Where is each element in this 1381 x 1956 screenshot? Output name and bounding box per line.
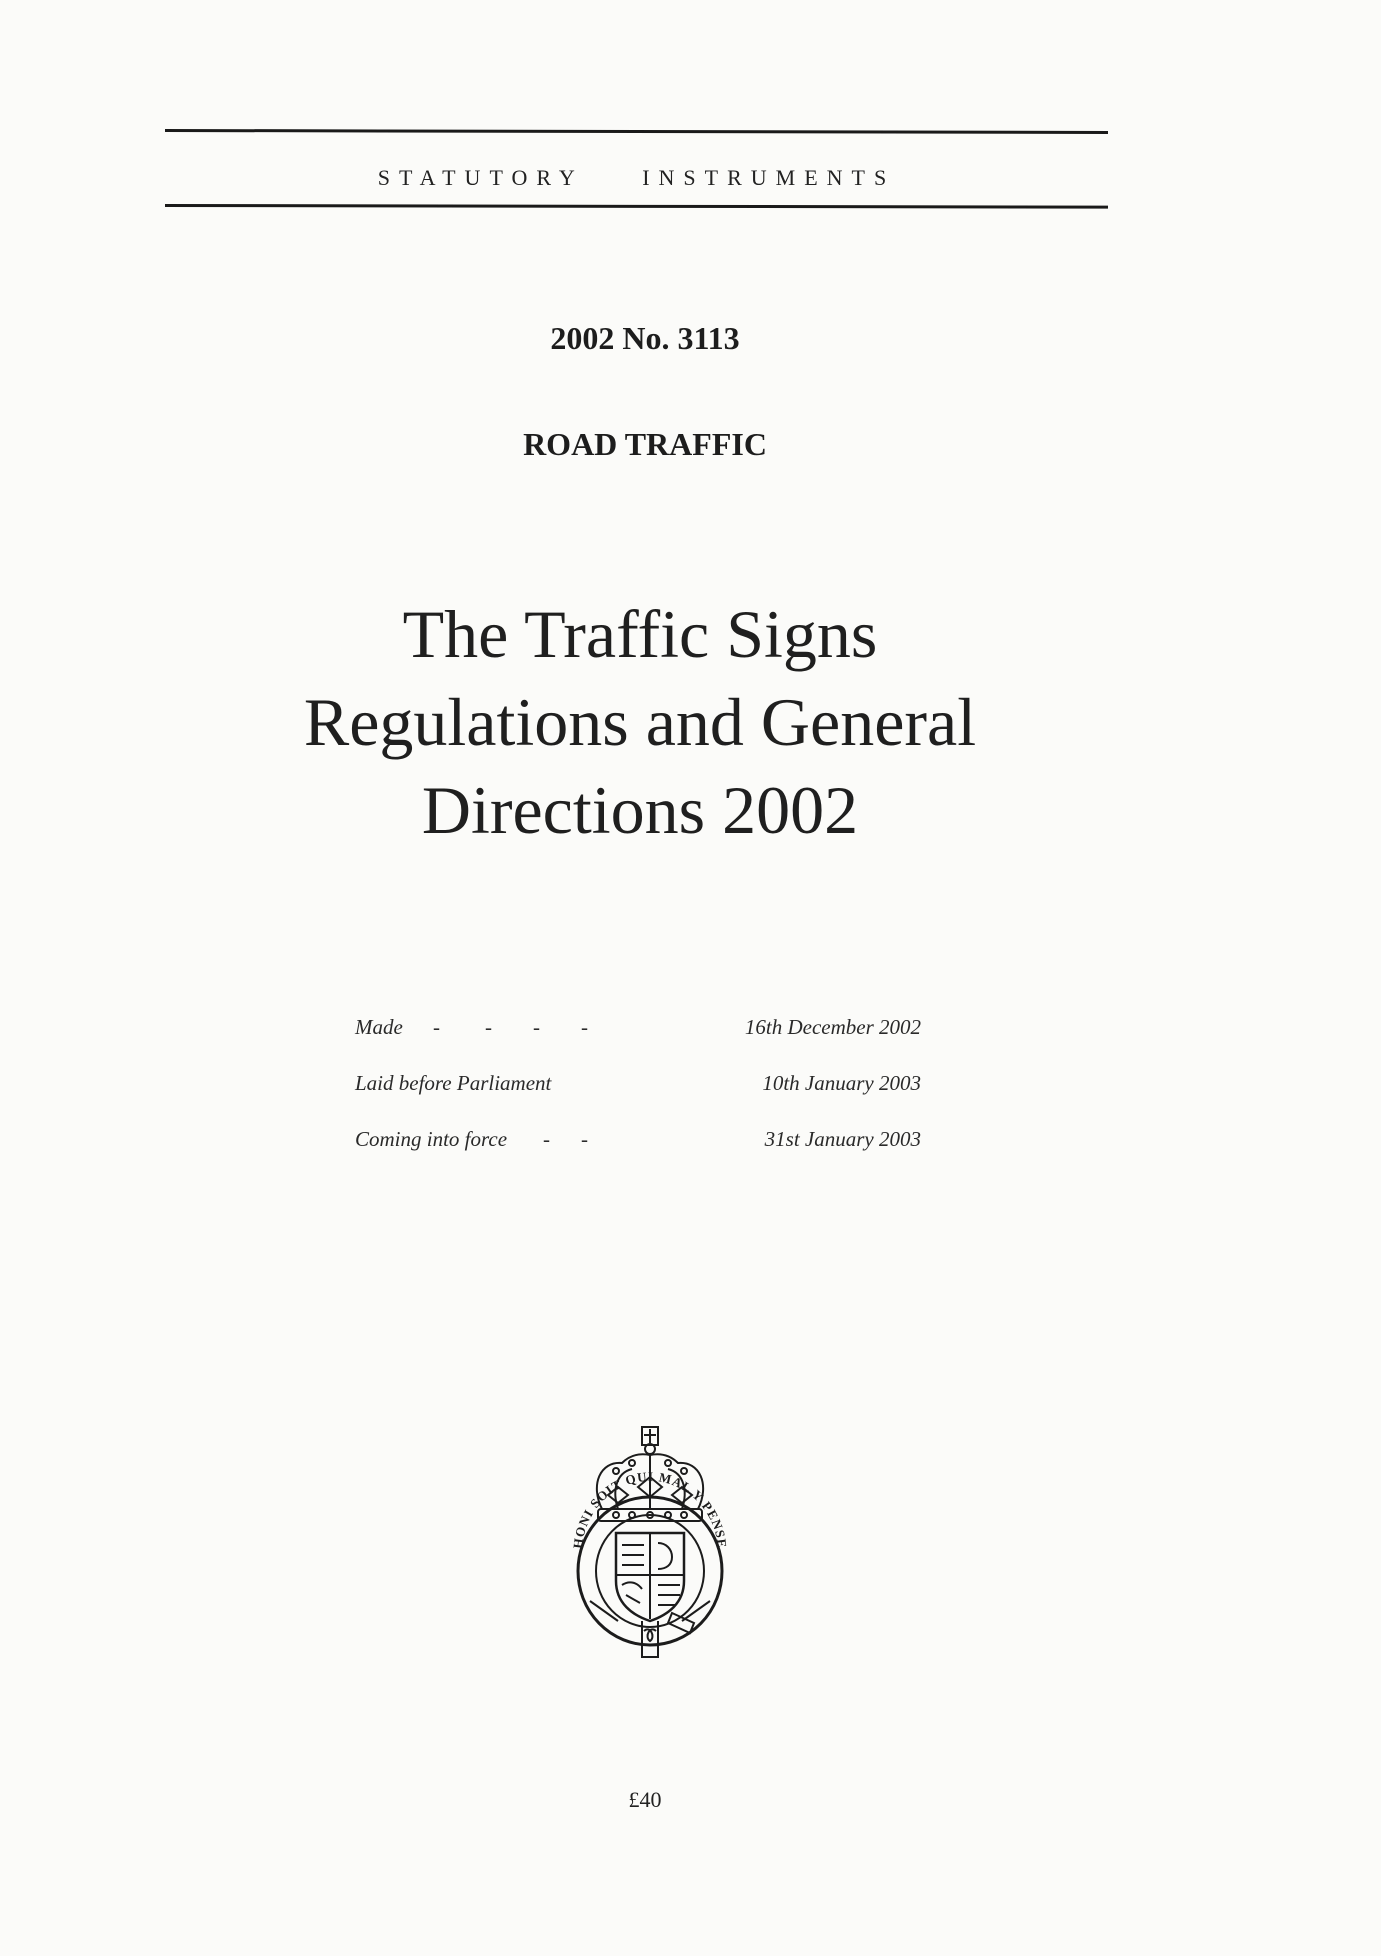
bottom-rule: [165, 204, 1108, 209]
date-label: Made: [355, 1015, 403, 1039]
date-row-coming-into-force: [355, 1127, 925, 1183]
date-value: 10th January 2003: [762, 1071, 921, 1095]
price: £40: [628, 1787, 662, 1812]
top-rule: [165, 129, 1108, 134]
date-value: 31st January 2003: [764, 1127, 921, 1151]
date-row-made: [355, 1015, 925, 1071]
date-row-laid: [355, 1071, 925, 1127]
series-heading: [165, 165, 1108, 191]
dates-table: [355, 1015, 925, 1183]
instrument-title: [0, 590, 1280, 854]
title-line-3: Directions 2002: [421, 772, 859, 848]
leader-dash: -: [533, 1015, 540, 1039]
date-label: Laid before Parliament: [355, 1071, 552, 1095]
title-line-1: The Traffic Signs: [402, 596, 878, 672]
leader-dash: -: [581, 1127, 588, 1151]
series-word-statutory: STATUTORY: [377, 165, 584, 190]
leader-dash: -: [543, 1127, 550, 1151]
instrument-subject: ROAD TRAFFIC: [523, 426, 767, 462]
date-label: Coming into force: [355, 1127, 508, 1151]
instrument-number: 2002 No. 3113: [550, 320, 740, 356]
leader-dash: -: [433, 1015, 440, 1039]
leader-dash: -: [485, 1015, 492, 1039]
title-line-2: Regulations and General: [303, 684, 977, 760]
royal-coat-of-arms-icon: [560, 1425, 740, 1661]
series-word-instruments: INSTRUMENTS: [642, 165, 896, 190]
date-value: 16th December 2002: [744, 1015, 921, 1039]
garter-motto: HONI SOIT QUI MAL Y PENSE: [569, 1468, 730, 1550]
leader-dash: -: [581, 1015, 588, 1039]
